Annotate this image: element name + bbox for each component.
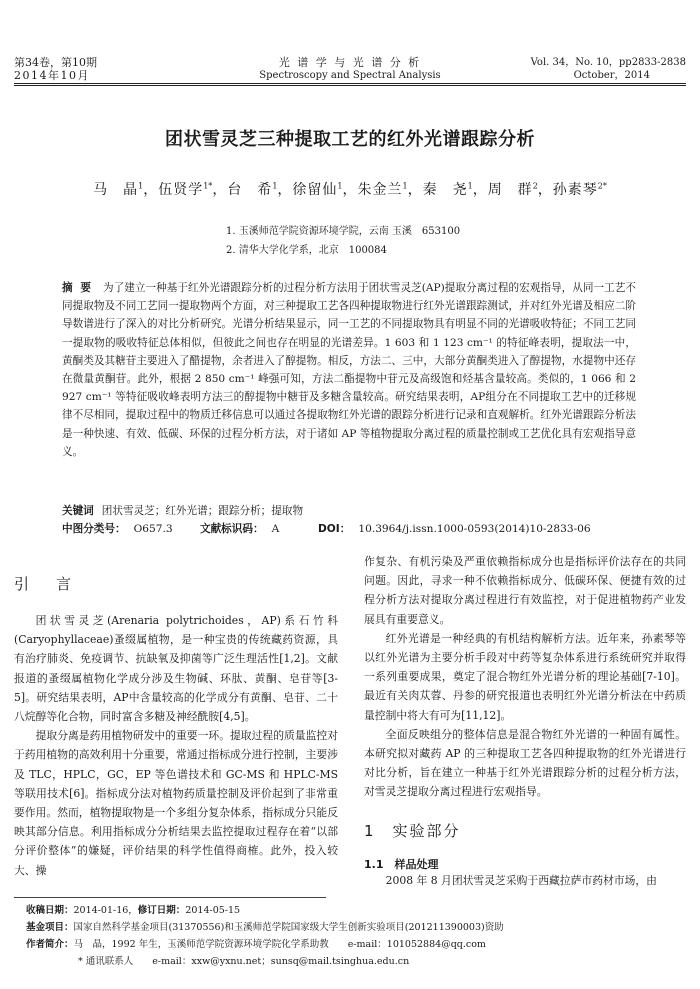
author-affiliation-mark: 1 [402,181,408,191]
author-name: 伍贤学 [158,182,204,198]
received-label: 收稿日期： [26,905,74,916]
author-separator: ， [342,182,358,198]
author-list [0,179,700,199]
journal-title-cn: 光 谱 学 与 光 谱 分 析 [278,56,422,69]
author-separator: ， [537,182,553,198]
intro-paragraph-5: 全面反映组分的整体信息是混合物红外光谱的一种固有属性。本研究拟对藏药 AP 的三种提取工艺各四种提取物的红外光谱进行对比分析，旨在建立一种基于红外光谱跟踪分析的过程分析方法，对雪灵芝提取分离过程进行宏观指导。 [364,727,686,799]
keywords [62,503,303,518]
footnotes [26,902,504,970]
volume-issue-en: Vol. 34，No. 10，pp2833-2838 [530,57,686,68]
keywords-text: 团状雪灵芝；红外光谱；跟踪分析；提取物 [101,505,304,517]
keywords-label: 关键词 [62,505,94,517]
clc-value: O657.3 [133,523,173,535]
subsection-1-1-text [364,871,686,890]
abstract-text: 为了建立一种基于红外光谱跟踪分析的过程分析方法用于团状雪灵芝(AP)提取分离过程的宏观指导，从同一工艺不同提取物及不同工艺同一提取物两个方面，对三种提取工艺各四种提取物进行红外光谱跟踪测试，并对红外光谱及相应二阶导数谱进行了深入的对比分析研究。光谱分析结果显示，同一工艺的不同提取物具有明显不同的光谱吸收特征；不同工艺同一提取物的吸收特征总体相似，但彼此之间也存在明显的光谱差异。1 603 和 1 123 cm⁻¹ 的特征峰表明，提取法一中，黄酮类及其糖苷主要进入了醋提物，余者进入了醇提物。相反，方法二、三中，大部分黄酮类进入了醇提物，水提物中还存在微量黄酮苷。此外，根据 2 850 cm⁻¹ 峰强可知，方法二酯提物中苷元及高级饱和烃基含量较高。类似的，1 066 和 2 927 cm⁻¹ 等特征吸收峰表明方法三的醇提物中糖苷及多糖含量较高。研究结果表明，AP组分在不同提取工艺中的迁移规律不尽相同，提取过程中的物质迁移信息可以通过各提取物红外光谱的跟踪分析进行记录和直观解析。红外光谱跟踪分析法是一种快速、有效、低碳、环保的过程分析方法，对于诸如 AP 等植物提取分离过程的质量控制或工艺优化具有宏观指导意义。 [62,282,636,458]
doc-code-label: 文献标识码： [200,523,264,535]
author-name: 孙素琴 [552,182,598,198]
received-date: 2014-01-16， [73,905,138,916]
author-name: 朱金兰 [357,182,403,198]
section-1-heading: 1 实验部分 [364,822,461,840]
author-separator: ， [143,182,159,198]
classification-line [62,521,636,536]
doi-value: 10.3964/j.issn.1000-0593(2014)10-2833-06 [358,523,591,535]
revised-label: 修订日期： [137,905,186,916]
doi-label: DOI： [318,523,351,535]
author-affiliation-mark: 1 [337,181,343,191]
author-affiliation-mark: 1* [203,181,213,191]
author-separator: ， [407,182,423,198]
author-affiliation-mark: 2* [597,181,607,191]
author-name: 台 希 [227,182,273,198]
author-affiliation-mark: 1 [467,181,473,191]
corresponding-author: * 通讯联系人 e-mail：xxw@yxnu.net；sunsq@mail.tsinghua.edu.cn [78,956,410,967]
publication-date-en: October，2014 [573,70,650,81]
journal-title-en: Spectroscopy and Spectral Analysis [259,70,441,81]
paper-title: 团状雪灵芝三种提取工艺的红外光谱跟踪分析 [165,129,535,150]
intro-paragraph-3: 作复杂、有机污染及严重依赖指标成分也是指标评价法存在的共同问题。因此，寻求一种不依赖指标成分、低碳环保、便捷有效的过程分析方法对提取分离过程进行有效监控，对于促进植物药产业发展具有重要意义。 [364,555,686,626]
subsection-1-1-heading: 1.1 样品处理 [364,858,439,871]
author-name: 马 晶 [93,182,139,198]
abstract [62,279,636,461]
intro-paragraph-1: 团状雪灵芝(Arenaria polytrichoides，AP)系石竹科(Caryophyllaceae)蚤缀属植物，是一种宝贵的传统藏药资源，具有治疗肺炎、免疫调节、抗缺氧及抑菌等广泛生理活性[1,2]。文献报道的蚤缀属植物化学成分涉及生物碱、环肽、黄酮、皂苷等[3-5]。研究结果表明，AP中含量较高的化学成分有黄酮、皂苷、二十八烷醇等化合物，同时富含多糖及神经酰胺[4,5]。 [14,614,338,724]
left-column [14,611,338,880]
header-rule-2 [14,85,686,86]
footnote-rule [14,897,326,898]
intro-paragraph-2: 提取分离是药用植物研发中的重要一环。提取过程的质量监控对于药用植物的高效利用十分重要，常通过指标成分进行控制，主要涉及 TLC，HPLC，GC，EP 等色谱技术和 GC-MS 和 HPLC-MS 等联用技术[6]。指标成分法对植物药质量控制及评价起到了非常重要作用。然而，植物提取物是一个多组分复杂体系，指标成分只能反映其部分信息。利用指标成分分析结果去监控提取过程存在着“以部分评价整体”的嫌疑，评价结果的科学性值得商榷。此外，投入较大、操 [14,729,338,877]
author-affiliation-mark: 1 [138,181,144,191]
right-column [364,552,686,802]
author-name: 周 群 [487,182,533,198]
author-bio-label: 作者简介： [26,939,74,950]
header-rule [14,83,686,84]
fund-label: 基金项目： [26,922,74,933]
revised-date: 2014-05-15 [185,905,241,916]
clc-label: 中图分类号： [62,523,126,535]
sample-paragraph: 2008 年 8 月团状雪灵芝采购于西藏拉萨市药材市场，由 [385,874,657,887]
author-separator: ， [277,182,293,198]
author-separator: ， [212,182,228,198]
fund-text: 国家自然科学基金项目(31370556)和玉溪师范学院国家级大学生创新实验项目(201211390003)资助 [73,922,504,933]
affiliation-2: 2. 清华大学化学系，北京 100084 [226,245,387,256]
affiliations [226,222,460,260]
author-separator: ， [472,182,488,198]
author-bio-text: 马 晶，1992 年生，玉溪师范学院资源环境学院化学系助教 e-mail：101052884@qq.com [73,939,486,950]
abstract-label: 摘 要 [62,282,93,294]
author-name: 秦 尧 [422,182,468,198]
intro-paragraph-4: 红外光谱是一种经典的有机结构解析方法。近年来，孙素琴等以红外光谱为主要分析手段对中药等复杂体系进行系统研究并取得一系列重要成果，奠定了混合物红外光谱分析的理论基础[7-10]。最近有关肉苁蓉、丹参的研究报道也表明红外光谱分析法在中药质量控制中将大有可为[11,12]。 [364,631,686,722]
author-affiliation-mark: 2 [532,181,538,191]
publication-date-cn: 2014年10月 [14,69,90,82]
doc-code-value: A [271,523,280,535]
affiliation-1: 1. 玉溪师范学院资源环境学院，云南 玉溪 653100 [226,226,461,237]
intro-heading: 引 言 [14,575,78,593]
author-name: 徐留仙 [292,182,338,198]
author-affiliation-mark: 1 [272,181,278,191]
volume-issue: 第34卷，第10期 [14,56,97,69]
